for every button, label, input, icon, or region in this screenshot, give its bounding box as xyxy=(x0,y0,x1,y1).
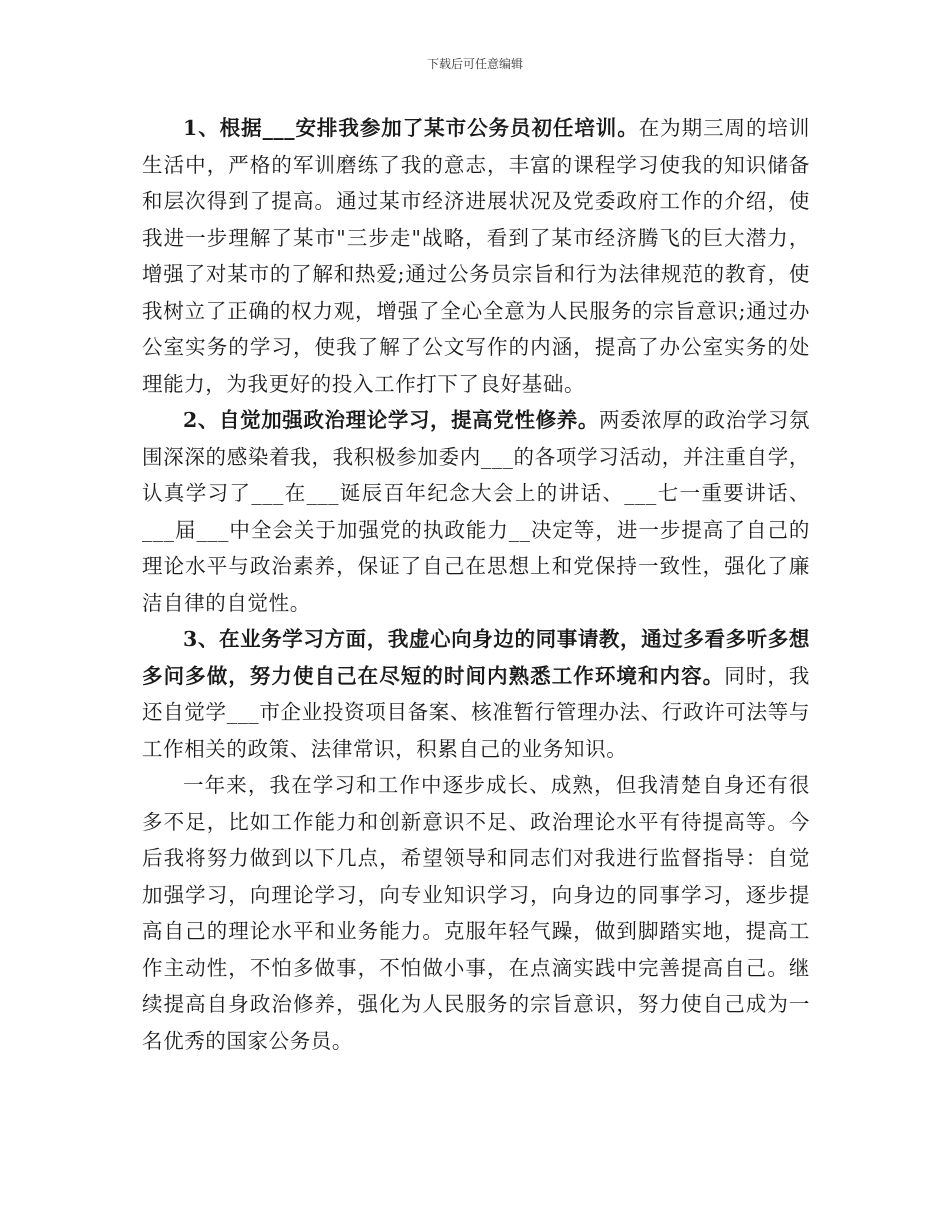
page-header: 下载后可任意编辑 xyxy=(426,57,523,71)
paragraph-heading: 3、在业务学习方面，我虚心向身边的同事请教，通过多看多听多想多问多做，努力使自己在尽短的时间内熟悉工作环境和内容。 xyxy=(142,627,810,688)
paragraph-text: 两委浓厚的政治学习氛围深深的感染着我，我积极参加委内___的各项学习活动，并注重自学，认真学习了___在___诞辰百年纪念大会上的讲话、___七一重要讲话、___届___中全会关于加强党的执政能力__决定等，进一步提高了自己的理论水平与政治素养，保证了自己在思想上和党保持一致性，强化了廉洁自律的自觉性。 xyxy=(142,408,811,615)
paragraph-text: 一年来，我在学习和工作中逐步成长、成熟，但我清楚自身还有很多不足，比如工作能力和创新意识不足、政治理论水平有待提高等。今后我将努力做到以下几点，希望领导和同志们对我进行监督指导：自觉加强学习，向理论学习，向专业知识学习，向身边的同事学习，逐步提高自己的理论水平和业务能力。克服年轻气躁，做到脚踏实地，提高工作主动性，不怕多做事，不怕做小事，在点滴实践中完善提高自己。继续提高自身政治修养，强化为人民服务的宗旨意识，努力使自己成为一名优秀的国家公务员。 xyxy=(142,773,810,1053)
paragraph-political-study xyxy=(142,402,810,621)
document-body xyxy=(142,110,810,1059)
paragraph-heading: 1、根据___安排我参加了某市公务员初任培训。 xyxy=(183,116,639,140)
paragraph-heading: 2、自觉加强政治理论学习，提高党性修养。 xyxy=(183,408,599,432)
paragraph-training xyxy=(142,110,810,402)
paragraph-summary xyxy=(142,767,810,1059)
paragraph-text: 在为期三周的培训生活中，严格的军训磨练了我的意志，丰富的课程学习使我的知识储备和层次得到了提高。通过某市经济进展状况及党委政府工作的介绍，使我进一步理解了某市"三步走"战略，看到了某市经济腾飞的巨大潜力，增强了对某市的了解和热爱;通过公务员宗旨和行为法律规范的教育，使我树立了正确的权力观，增强了全心全意为人民服务的宗旨意识;通过办公室实务的学习，使我了解了公文写作的内涵，提高了办公室实务的处理能力，为我更好的投入工作打下了良好基础。 xyxy=(142,116,810,396)
paragraph-business-study xyxy=(142,621,810,767)
paragraph-text: 同时，我还自觉学___市企业投资项目备案、核准暂行管理办法、行政许可法等与工作相关的政策、法律常识，积累自己的业务知识。 xyxy=(142,663,810,761)
